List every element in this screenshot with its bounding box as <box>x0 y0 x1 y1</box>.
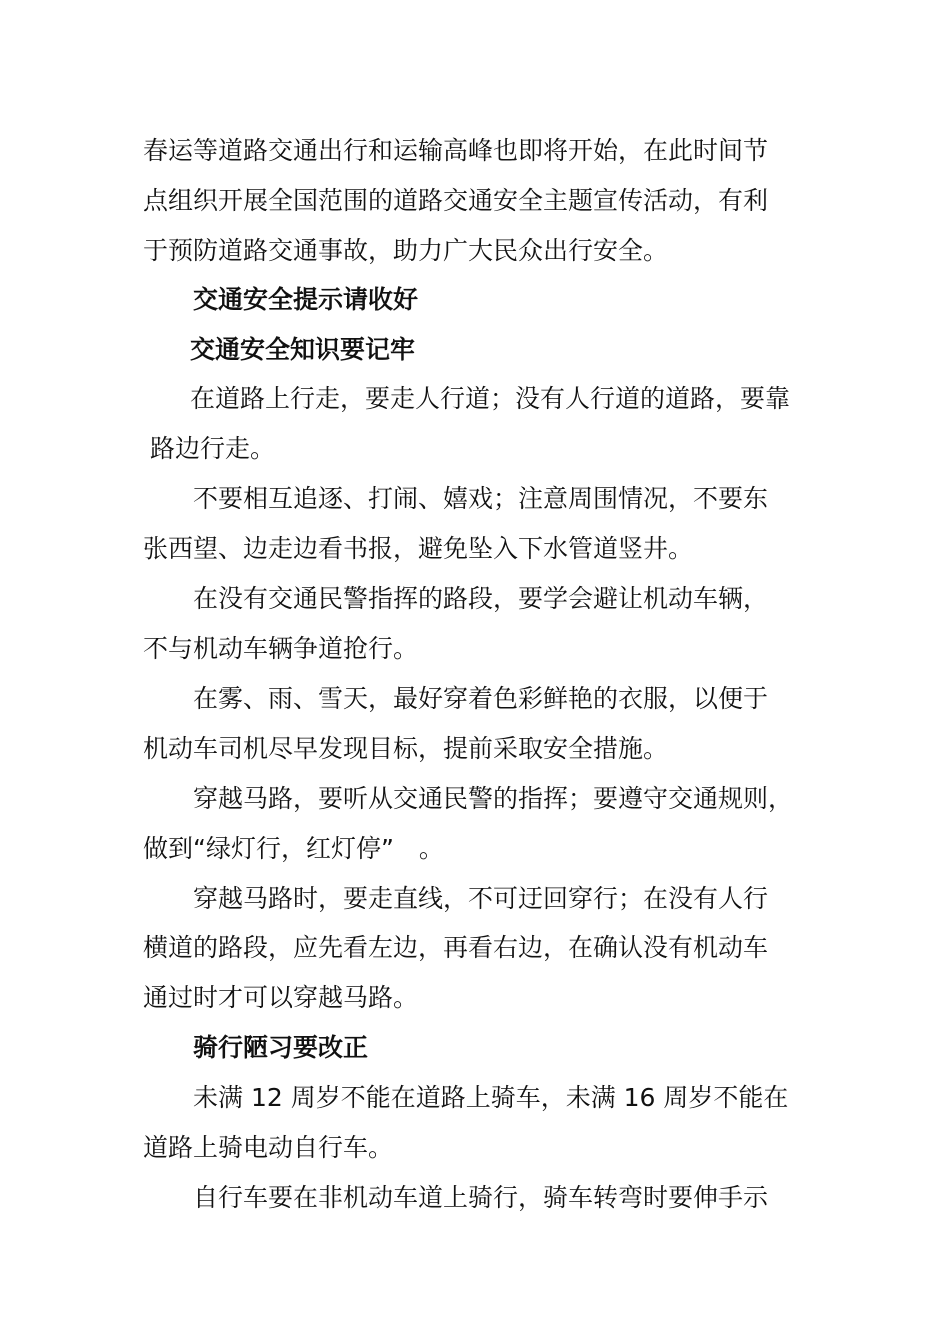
paragraph-line: 道路上骑电动自行车。 <box>143 1133 394 1162</box>
paragraph-line: 横道的路段，应先看左边，再看右边，在确认没有机动车 <box>143 933 769 962</box>
paragraph-line: 不要相互追逐、打闹、嬉戏；注意周围情况，不要东 <box>193 484 769 513</box>
paragraph-line: 未满 12 周岁不能在道路上骑车，未满 16 周岁不能在 <box>193 1083 789 1112</box>
paragraph-line: 自行车要在非机动车道上骑行，骑车转弯时要伸手示 <box>193 1183 769 1212</box>
paragraph-line: 于预防道路交通事故，助力广大民众出行安全。 <box>143 236 669 265</box>
paragraph-line: 穿越马路，要听从交通民警的指挥；要遵守交通规则， <box>193 784 794 813</box>
paragraph-line: 机动车司机尽早发现目标，提前采取安全措施。 <box>143 734 669 763</box>
section-heading: 交通安全知识要记牢 <box>190 335 416 364</box>
paragraph-line: 春运等道路交通出行和运输高峰也即将开始，在此时间节 <box>143 136 769 165</box>
section-heading: 交通安全提示请收好 <box>193 285 419 314</box>
paragraph-line: 通过时才可以穿越马路。 <box>143 983 419 1012</box>
paragraph-line: 穿越马路时，要走直线，不可迂回穿行；在没有人行 <box>193 884 769 913</box>
section-heading: 骑行陋习要改正 <box>193 1033 369 1062</box>
paragraph-line: 不与机动车辆争道抢行。 <box>143 634 419 663</box>
paragraph-line: 路边行走。 <box>150 434 276 463</box>
paragraph-line: 在道路上行走，要走人行道；没有人行道的道路，要靠 <box>190 384 791 413</box>
paragraph-line: 在雾、雨、雪天，最好穿着色彩鲜艳的衣服，以便于 <box>193 684 769 713</box>
paragraph-line: 在没有交通民警指挥的路段，要学会避让机动车辆， <box>193 584 769 613</box>
paragraph-line: 点组织开展全国范围的道路交通安全主题宣传活动，有利 <box>143 186 769 215</box>
paragraph-line: 张西望、边走边看书报，避免坠入下水管道竖井。 <box>143 534 694 563</box>
paragraph-line: 做到“绿灯行，红灯停” 。 <box>143 834 444 863</box>
